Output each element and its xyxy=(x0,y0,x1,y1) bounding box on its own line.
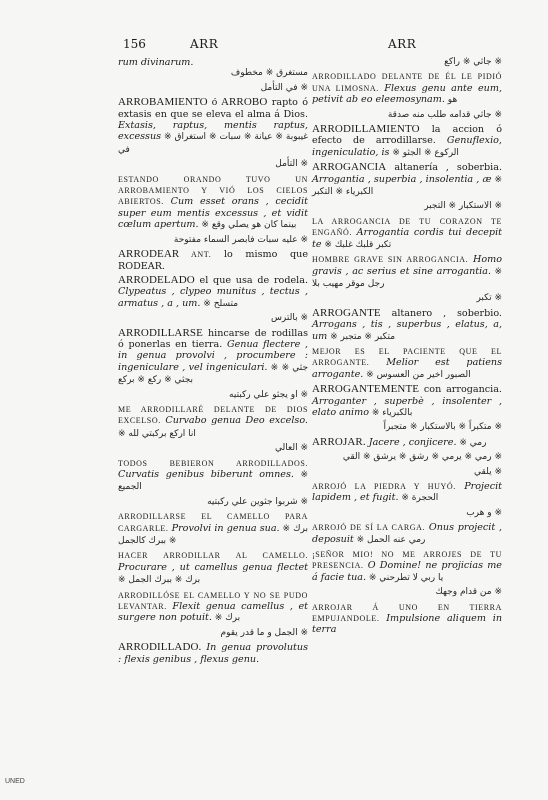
headword: ARROGANTEMENTE xyxy=(312,383,420,396)
arabic-translation: ※ جثي ※ بجثي ※ ركع ※ بركع xyxy=(118,362,309,386)
dictionary-entry xyxy=(118,497,308,508)
dictionary-entry xyxy=(312,201,502,212)
dictionary-entry xyxy=(312,602,502,636)
arabic-translation: ※ بالكبرياء xyxy=(369,407,413,418)
latin-translation: Clypeatus , clypeo munitus , tectus , armatus , a , um. xyxy=(118,286,308,309)
latin-translation: Procurare , ut camellus genua flectet xyxy=(118,561,308,573)
dictionary-entry xyxy=(118,235,308,246)
arabic-translation: ※ بالترس xyxy=(270,313,308,324)
arabic-translation: ※ الركوع ※ الجثو xyxy=(389,147,459,158)
dictionary-entry xyxy=(118,249,308,272)
dictionary-entry xyxy=(312,422,502,433)
arabic-translation: ※ برك ※ ببرك الجمل xyxy=(118,575,201,586)
dictionary-entry xyxy=(312,346,502,381)
arabic-translation: ※ متسلح xyxy=(200,298,239,309)
latin-translation: Homo gravis , ac serius et sine arrogantia. xyxy=(312,254,502,277)
dictionary-entry xyxy=(312,467,502,478)
headword: ARRODILLADO. xyxy=(118,641,202,654)
latin-translation: Extasis, raptus, mentis raptus, excessus xyxy=(118,120,308,143)
headword: ARROGANCIA xyxy=(312,161,387,174)
arabic-translation: ※ تكبر قلبك غلبك xyxy=(321,239,392,250)
abbreviation: ANT. xyxy=(179,250,212,260)
arabic-translation: ※ تكبر xyxy=(476,293,502,304)
arabic-translation: ※ او يجثو علي ركبتيه xyxy=(229,389,308,400)
example-phrase: ME ARRODILLARÉ DELANTE DE DIOS EXCELSO. xyxy=(118,404,308,426)
definition: la accion ó efecto de arrodillarse. xyxy=(312,124,502,147)
latin-translation: Genua flectere , in genua provolvi , procumbere : ingeniculare , vel ingeniculari. xyxy=(118,338,308,373)
example-phrase: ESTANDO ORANDO TUVO UN ARROBAMIENTO Y VIÓ LOS CIELOS ABIERTOS. xyxy=(118,174,308,207)
arabic-translation: ※ متكبر ※ متجبر xyxy=(327,331,396,342)
latin-translation: Cum esset orans , cecidit super eum mentis excessus , et vidit cœlum apertum. xyxy=(118,196,308,231)
left-column xyxy=(118,57,308,668)
example-phrase: ARROJAR Á UNO EN TIERRA EMPUJANDOLE. xyxy=(312,602,502,624)
example-phrase: ARROJÓ DE SÍ LA CARGA. xyxy=(312,523,426,533)
dictionary-entry xyxy=(118,97,308,156)
dictionary-entry xyxy=(312,481,502,505)
dictionary-entry xyxy=(118,628,308,639)
arabic-translation: ※ رمي ※ يرمي ※ رشق ※ يرشق ※ القي xyxy=(342,452,502,463)
running-head-right: ARR xyxy=(388,37,417,51)
example-phrase: TODOS BEBIERON ARRODILLADOS. xyxy=(118,458,308,468)
running-head-left: ARR xyxy=(190,37,219,51)
arabic-translation: ※ الاستكبار ※ التجبر xyxy=(424,201,502,212)
arabic-translation: ※ الجمل و ما قدر يقوم xyxy=(220,627,308,638)
page-number: 156 xyxy=(123,37,146,51)
latin-translation: Impulsione aliquem in terra xyxy=(312,613,502,636)
example-phrase: ARRODILLADO DELANTE DE ÉL LE PIDIÓ UNA LIMOSNA. xyxy=(312,72,502,93)
dictionary-entry xyxy=(118,590,308,625)
arabic-translation: ※ برك xyxy=(211,613,241,624)
dictionary-entry xyxy=(118,174,308,232)
definition: altanero , soberbio. xyxy=(380,307,502,319)
arabic-translation: ※ يلقي xyxy=(474,466,502,477)
headword: ARROJAR. xyxy=(312,435,366,448)
headword: ARRODILLARSE xyxy=(118,326,203,339)
dictionary-entry xyxy=(118,511,308,547)
arabic-translation: ※ عليه سبات فابصر السماء مفتوحة xyxy=(173,234,308,245)
dictionary-entry xyxy=(118,313,308,324)
dictionary-entry xyxy=(312,508,502,519)
dictionary-entry xyxy=(312,110,502,121)
arabic-translation: ※ الحجرة xyxy=(398,493,439,504)
latin-translation: Arrogantia , superbia , insolentia , æ xyxy=(312,173,492,185)
dictionary-entry xyxy=(118,443,308,454)
arabic-translation: هو xyxy=(444,95,458,106)
dictionary-entry xyxy=(312,57,502,68)
arabic-translation: ※ في التأمل xyxy=(260,82,308,93)
example-phrase: ARRODILLÓSE EL CAMELLO Y NO SE PUDO LEVANTAR. xyxy=(118,590,308,612)
example-phrase: LA ARROGANCIA DE TU CORAZON TE ENGAÑÓ. xyxy=(312,216,502,238)
right-column xyxy=(312,57,502,639)
dictionary-entry xyxy=(118,57,308,80)
arabic-translation: ※ العالي xyxy=(275,443,308,454)
latin-translation: Provolvi in genua sua. xyxy=(168,522,280,534)
arabic-translation: مستغرق ※ مخطوف xyxy=(230,68,308,79)
arabic-translation: ※ غيبوبة ※ عيانة ※ سبات ※ استغراق في xyxy=(118,132,308,155)
page-header xyxy=(0,37,548,53)
latin-translation: Genuflexio, ingeniculatio, is xyxy=(312,135,502,158)
headword: ARRODEAR xyxy=(118,248,180,261)
arabic-translation: ※ رجل موقر مهيب بلا xyxy=(312,266,502,289)
arabic-translation: ※ و هرب xyxy=(466,507,502,518)
arabic-translation: ※ رمي عنه الحمل xyxy=(353,534,426,545)
headword: ARROGANTE xyxy=(312,306,381,319)
headword: ARRODILLAMIENTO xyxy=(312,123,420,136)
latin-translation: Projecit lapidem , et fugit. xyxy=(312,481,502,504)
dictionary-entry xyxy=(118,83,308,94)
arabic-translation: ※ انا اركع بركبتي لله xyxy=(118,428,196,439)
latin-translation: Curvabo genua Deo excelso. xyxy=(160,415,308,427)
latin-translation: O Domine! ne projicias me á facie tua. xyxy=(312,560,502,583)
arabic-translation: ※ الصبور اخير من العسوس xyxy=(363,369,471,380)
dictionary-entry xyxy=(118,159,308,170)
dictionary-entry xyxy=(312,71,502,106)
example-phrase: ARROJÓ LA PIEDRA Y HUYÓ. xyxy=(312,482,456,491)
latin-translation: Arrogantia cordis tui decepit te xyxy=(312,227,502,250)
arabic-translation: ※ التأمل xyxy=(275,159,308,170)
dictionary-entry xyxy=(312,549,502,584)
dictionary-entry xyxy=(312,254,502,290)
dictionary-entry xyxy=(312,124,502,159)
example-phrase: HACER ARRODILLAR AL CAMELLO. xyxy=(118,551,308,561)
dictionary-entry xyxy=(312,384,502,419)
dictionary-entry xyxy=(118,458,308,494)
headword: ARROBAMIENTO ó ARROBO xyxy=(118,96,268,109)
latin-translation: Jacere , conjicere. xyxy=(365,436,457,448)
definition: el que usa de rodela. xyxy=(194,274,308,286)
definition: rapto ó extasis en que se eleva el alma á Dios. xyxy=(118,97,308,120)
latin-translation: Flexit genua camellus , et surgere non potuit. xyxy=(118,601,308,624)
definition: altanería , soberbia. xyxy=(386,162,502,174)
arabic-translation: ※ من قدام وجهك xyxy=(435,587,502,598)
dictionary-entry xyxy=(312,216,502,251)
dictionary-entry xyxy=(312,587,502,598)
arabic-translation: ※ الجميع xyxy=(118,470,308,493)
latin-translation: Arroganter , superbè , insolenter , elato animo xyxy=(312,395,502,418)
arabic-translation: ※ جاثي قدامه طلب منه صدقة xyxy=(387,109,502,120)
latin-translation: rum divinarum. xyxy=(118,57,194,68)
definition: lo mismo que RODEAR. xyxy=(118,249,309,272)
definition: con arrogancia. xyxy=(419,384,502,396)
arabic-translation: ※ متكبراً ※ بالاستكبار ※ متجبراً xyxy=(383,422,502,433)
latin-translation: Arrogans , tis , superbus , elatus, a, um xyxy=(312,319,502,342)
dictionary-entry xyxy=(118,275,308,310)
arabic-translation: ※ شربوا جثوين علي ركبتيه xyxy=(207,496,308,507)
dictionary-entry xyxy=(312,308,502,343)
latin-translation: Melior est patiens arrogante. xyxy=(312,357,502,380)
latin-translation: Curvatis genibus biberunt omnes. xyxy=(118,469,294,480)
dictionary-entry xyxy=(118,328,308,387)
arabic-translation: ※ بينما كان هو يصلي وقع xyxy=(198,220,297,231)
arabic-translation: ※ يا ربي لا تطرحني xyxy=(366,572,444,583)
arabic-translation: ※ الكبرياء ※ التكبر xyxy=(312,174,502,198)
example-phrase: ¡SEÑOR MIO! NO ME ARROJES DE TU PRESENCIA. xyxy=(312,550,502,571)
latin-translation: In genua provolutus : flexis genibus , flexus genu. xyxy=(118,642,308,665)
definition: hincarse de rodillas ó ponerlas en tierra. xyxy=(118,327,308,350)
dictionary-entry xyxy=(312,437,502,449)
dictionary-entry xyxy=(312,293,502,304)
dictionary-entry xyxy=(118,642,308,665)
dictionary-entry xyxy=(312,162,502,198)
arabic-translation: ※ رمي xyxy=(456,437,487,448)
latin-translation: Onus projecit , deposuit xyxy=(312,522,502,545)
arabic-translation: ※ برك ※ ببرك كالجمل xyxy=(118,523,308,547)
dictionary-entry xyxy=(118,550,308,586)
dictionary-entry xyxy=(118,390,308,401)
example-phrase: HOMBRE GRAVE SIN ARROGANCIA. xyxy=(312,255,469,265)
dictionary-entry xyxy=(118,404,308,440)
example-phrase: ARRODILLARSE EL CAMELLO PARA CARGARLE. xyxy=(118,512,308,533)
dictionary-entry xyxy=(312,452,502,463)
dictionary-entry xyxy=(312,522,502,546)
latin-translation: Flexus genu ante eum, petivit ab eo eleemosynam. xyxy=(312,82,502,106)
example-phrase: MEJOR ES EL PACIENTE QUE EL ARROGANTE. xyxy=(312,346,502,368)
headword: ARRODELADO xyxy=(118,273,195,286)
footer-label: UNED xyxy=(5,778,25,785)
arabic-translation: ※ جاثي ※ راكع xyxy=(444,57,502,67)
